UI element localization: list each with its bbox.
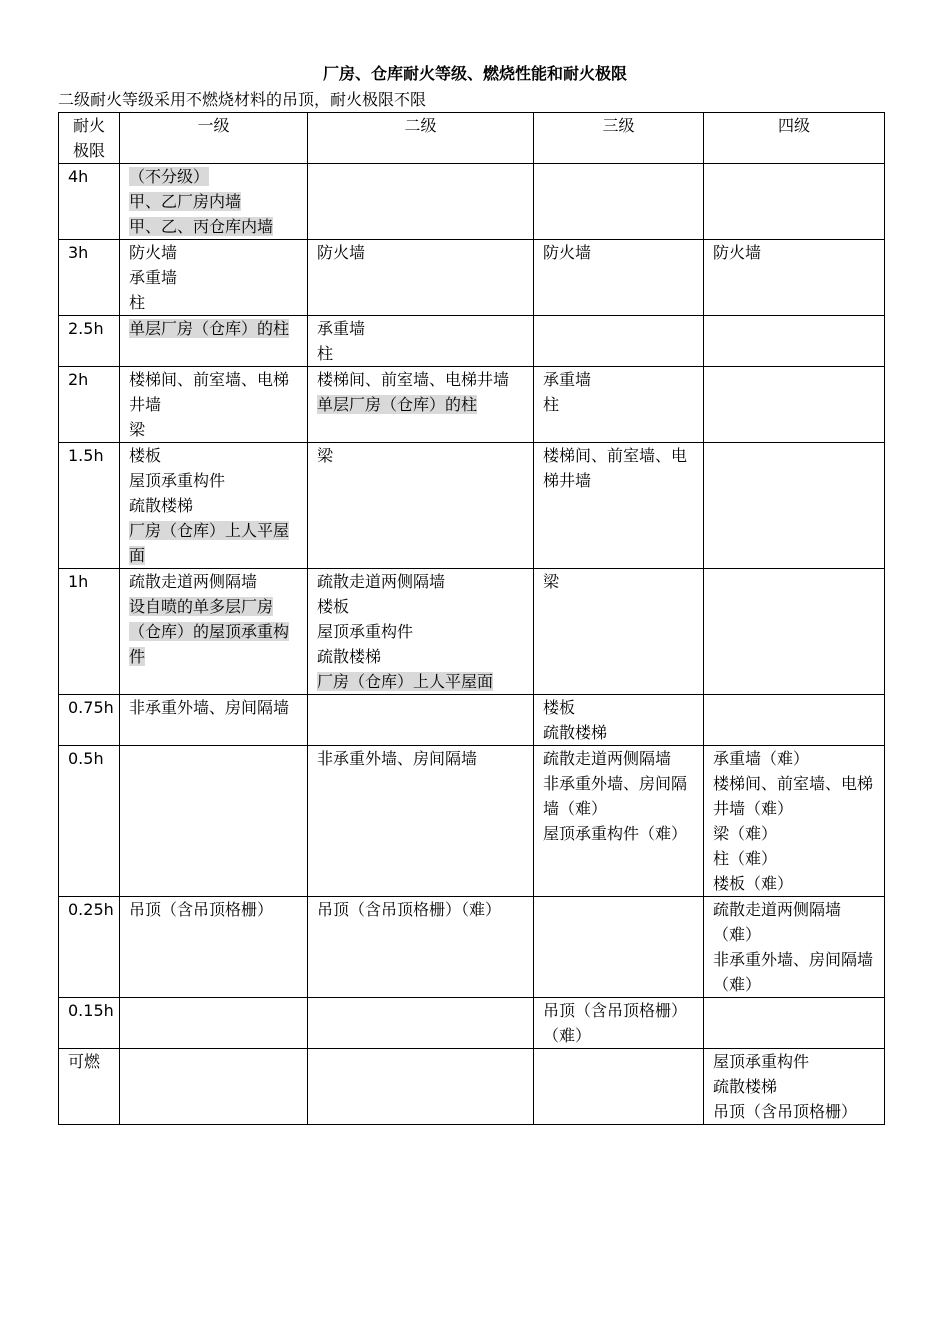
- component-item: 楼梯间、前室墙、电梯井墙: [543, 446, 688, 490]
- limit-cell: 1h: [59, 569, 120, 695]
- limit-cell: 4h: [59, 164, 120, 240]
- grade-4-cell: [704, 998, 885, 1049]
- component-item: 非承重外墙、房间隔墙（难）: [543, 774, 688, 818]
- component-item: 梁: [317, 446, 334, 465]
- grade-3-cell: [534, 316, 704, 367]
- component-item: 楼梯间、前室墙、电梯井墙（难）: [713, 774, 874, 818]
- component-item: 疏散走道两侧隔墙: [129, 572, 258, 591]
- limit-cell: 0.75h: [59, 695, 120, 746]
- grade-1-cell: [120, 695, 308, 746]
- component-item: 防火墙: [129, 243, 178, 262]
- component-item: 楼板: [129, 446, 162, 465]
- table-row: [59, 316, 885, 367]
- table-row: [59, 897, 885, 998]
- grade-3-cell: [534, 569, 704, 695]
- component-item: 单层厂房（仓库）的柱: [129, 319, 290, 338]
- table-row: [59, 164, 885, 240]
- component-item: 防火墙: [543, 243, 592, 262]
- table-row: [59, 569, 885, 695]
- component-item: 防火墙: [713, 243, 762, 262]
- table-header-row: [59, 113, 885, 164]
- grade-1-cell: [120, 1049, 308, 1125]
- grade-1-cell: [120, 164, 308, 240]
- limit-cell: 2.5h: [59, 316, 120, 367]
- grade-4-cell: [704, 746, 885, 897]
- component-item: 承重墙（难）: [713, 749, 810, 768]
- grade-2-cell: [308, 746, 534, 897]
- grade-4-cell: [704, 240, 885, 316]
- table-row: [59, 695, 885, 746]
- component-item: 梁: [543, 572, 560, 591]
- component-item: 疏散楼梯: [129, 496, 194, 515]
- component-item: 楼板: [317, 597, 350, 616]
- grade-1-cell: [120, 998, 308, 1049]
- grade-4-cell: [704, 443, 885, 569]
- grade-2-cell: [308, 569, 534, 695]
- grade-1-cell: [120, 746, 308, 897]
- component-item: 柱: [317, 344, 334, 363]
- grade-3-cell: [534, 164, 704, 240]
- grade-4-cell: [704, 897, 885, 998]
- grade-4-cell: [704, 367, 885, 443]
- header-grade-3: 三级: [534, 113, 704, 164]
- component-item: 非承重外墙、房间隔墙: [317, 749, 478, 768]
- grade-4-cell: [704, 1049, 885, 1125]
- component-item: 非承重外墙、房间隔墙（难）: [713, 950, 874, 994]
- component-item: 设自喷的单多层厂房（仓库）的屋顶承重构件: [129, 597, 290, 666]
- table-row: [59, 367, 885, 443]
- fire-resistance-table: [58, 112, 885, 1125]
- table-row: [59, 240, 885, 316]
- table-row: [59, 1049, 885, 1125]
- grade-2-cell: [308, 443, 534, 569]
- component-item: 疏散走道两侧隔墙: [317, 572, 446, 591]
- grade-4-cell: [704, 695, 885, 746]
- grade-2-cell: [308, 316, 534, 367]
- component-item: 吊顶（含吊顶格栅）: [713, 1102, 858, 1121]
- component-item: 梁: [129, 420, 146, 439]
- note-text: 二级耐火等级采用不燃烧材料的吊顶，耐火极限不限: [58, 90, 427, 109]
- component-item: 非承重外墙、房间隔墙: [129, 698, 290, 717]
- component-item: 屋顶承重构件（难）: [543, 824, 688, 843]
- component-item: 屋顶承重构件: [713, 1052, 810, 1071]
- grade-4-cell: [704, 316, 885, 367]
- grade-2-cell: [308, 695, 534, 746]
- limit-cell: 可燃: [59, 1049, 120, 1125]
- grade-2-cell: [308, 1049, 534, 1125]
- component-item: 疏散楼梯: [317, 647, 382, 666]
- grade-1-cell: [120, 897, 308, 998]
- grade-2-cell: [308, 367, 534, 443]
- limit-cell: 1.5h: [59, 443, 120, 569]
- limit-cell: 0.25h: [59, 897, 120, 998]
- table-row: [59, 998, 885, 1049]
- component-item: 楼梯间、前室墙、电梯井墙: [129, 370, 290, 414]
- header-grade-2: 二级: [308, 113, 534, 164]
- grade-2-cell: [308, 240, 534, 316]
- grade-2-cell: [308, 998, 534, 1049]
- grade-3-cell: [534, 695, 704, 746]
- component-item: 甲、乙、丙仓库内墙: [129, 217, 274, 236]
- component-item: 疏散走道两侧隔墙: [543, 749, 672, 768]
- component-item: 楼板（难）: [713, 874, 794, 893]
- component-item: 柱: [543, 395, 560, 414]
- grade-1-cell: [120, 240, 308, 316]
- component-item: 厂房（仓库）上人平屋面: [317, 672, 494, 691]
- component-item: 疏散楼梯: [543, 723, 608, 742]
- component-item: 吊顶（含吊顶格栅）（难）: [317, 900, 502, 919]
- header-grade-1: 一级: [120, 113, 308, 164]
- component-item: 楼梯间、前室墙、电梯井墙: [317, 370, 510, 389]
- limit-cell: 3h: [59, 240, 120, 316]
- component-item: 防火墙: [317, 243, 366, 262]
- grade-3-cell: [534, 746, 704, 897]
- grade-1-cell: [120, 443, 308, 569]
- component-item: （不分级）: [129, 167, 210, 186]
- component-item: 楼板: [543, 698, 576, 717]
- component-item: 屋顶承重构件: [317, 622, 414, 641]
- grade-1-cell: [120, 569, 308, 695]
- component-item: 梁（难）: [713, 824, 778, 843]
- table-row: [59, 443, 885, 569]
- grade-1-cell: [120, 367, 308, 443]
- limit-cell: 2h: [59, 367, 120, 443]
- grade-2-cell: [308, 164, 534, 240]
- grade-4-cell: [704, 569, 885, 695]
- component-item: 甲、乙厂房内墙: [129, 192, 242, 211]
- component-item: 柱: [129, 293, 146, 312]
- component-item: 吊顶（含吊顶格栅）: [129, 900, 274, 919]
- component-item: 疏散楼梯: [713, 1077, 778, 1096]
- component-item: 承重墙: [129, 268, 178, 287]
- header-grade-4: 四级: [704, 113, 885, 164]
- page-title: 厂房、仓库耐火等级、燃烧性能和耐火极限: [322, 64, 627, 83]
- limit-cell: 0.5h: [59, 746, 120, 897]
- grade-2-cell: [308, 897, 534, 998]
- component-item: 承重墙: [317, 319, 366, 338]
- limit-cell: 0.15h: [59, 998, 120, 1049]
- grade-4-cell: [704, 164, 885, 240]
- grade-3-cell: [534, 1049, 704, 1125]
- header-limit: 耐火 极限: [59, 113, 120, 164]
- component-item: 疏散走道两侧隔墙（难）: [713, 900, 842, 944]
- grade-3-cell: [534, 998, 704, 1049]
- grade-3-cell: [534, 443, 704, 569]
- grade-3-cell: [534, 897, 704, 998]
- component-item: 吊顶（含吊顶格栅）（难）: [543, 1001, 688, 1045]
- grade-3-cell: [534, 367, 704, 443]
- component-item: 屋顶承重构件: [129, 471, 226, 490]
- grade-3-cell: [534, 240, 704, 316]
- component-item: 单层厂房（仓库）的柱: [317, 395, 478, 414]
- table-row: [59, 746, 885, 897]
- grade-1-cell: [120, 316, 308, 367]
- component-item: 柱（难）: [713, 849, 778, 868]
- component-item: 厂房（仓库）上人平屋面: [129, 521, 290, 565]
- component-item: 承重墙: [543, 370, 592, 389]
